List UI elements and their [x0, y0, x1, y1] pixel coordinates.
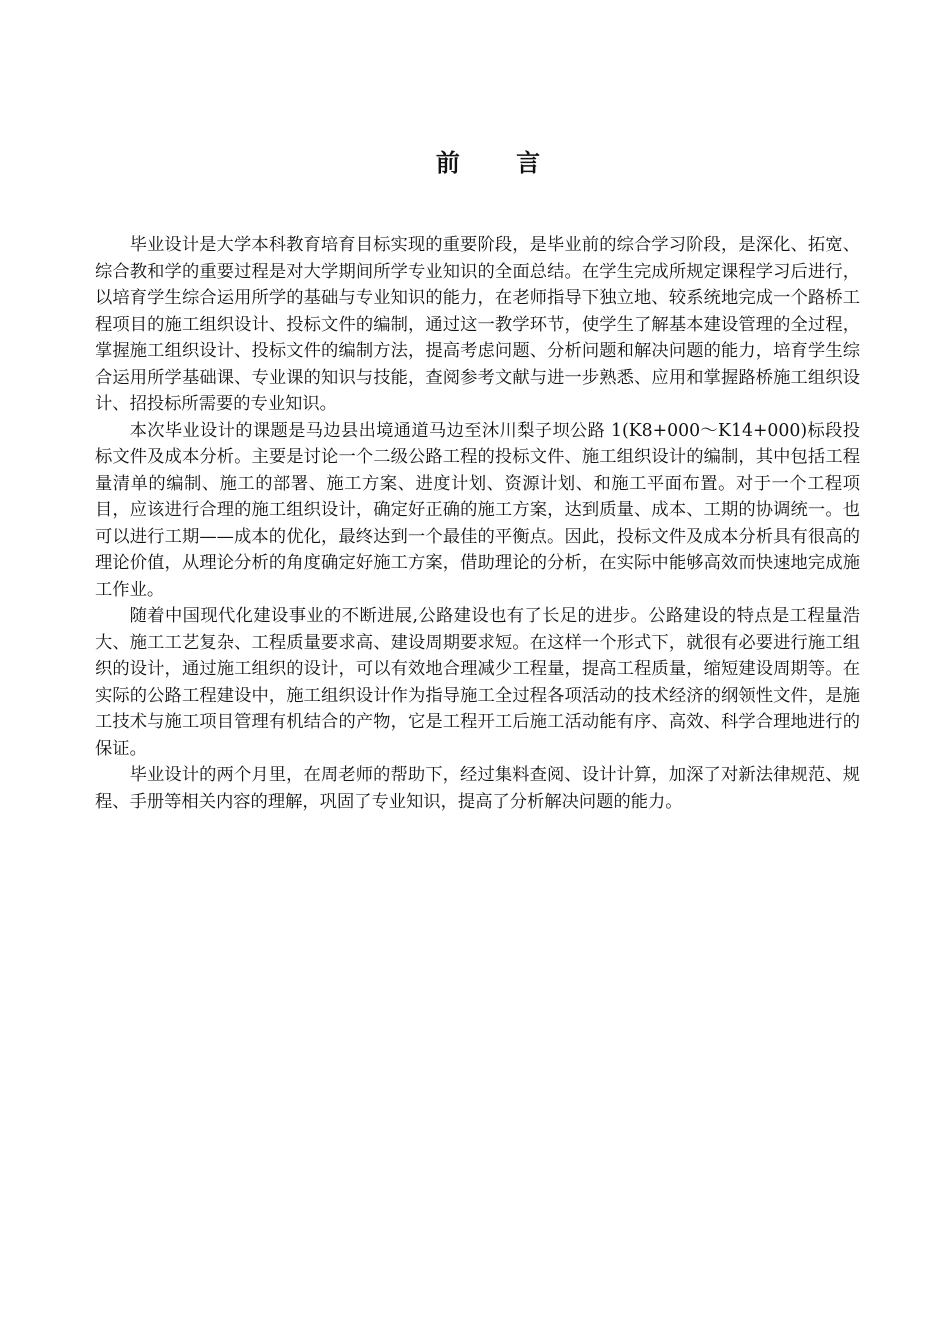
- paragraph-1: 毕业设计是大学本科教育培育目标实现的重要阶段，是毕业前的综合学习阶段，是深化、拓宽、综合教和学的重要过程是对大学期间所学专业知识的全面总结。在学生完成所规定课程学习后进行，以培育学生综合运用所学的基础与专业知识的能力，在老师指导下独立地、较系统地完成一个路桥工程项目的施工组织设计、投标文件的编制，通过这一教学环节，使学生了解基本建设管理的全过程，掌握施工组织设计、投标文件的编制方法，提高考虑问题、分析问题和解决问题的能力，培育学生综合运用所学基础课、专业课的知识与技能，查阅参考文献与进一步熟悉、应用和掌握路桥施工组织设计、招投标所需要的专业知识。: [95, 235, 860, 414]
- paragraph-3: 随着中国现代化建设事业的不断进展,公路建设也有了长足的进步。公路建设的特点是工程量浩大、施工工艺复杂、工程质量要求高、建设周期要求短。在这样一个形式下，就很有必要进行施工组织的设计，通过施工组织的设计，可以有效地合理减少工程量，提高工程质量，缩短建设周期等。在实际的公路工程建设中，施工组织设计作为指导施工全过程各项活动的技术经济的纲领性文件，是施工技术与施工项目管理有机结合的产物，它是工程开工后施工活动能有序、高效、科学合理地进行的保证。: [95, 606, 860, 759]
- page-title: 前 言: [435, 149, 565, 177]
- paragraph-4: 毕业设计的两个月里，在周老师的帮助下，经过集料查阅、设计计算，加深了对新法律规范、规程、手册等相关内容的理解，巩固了专业知识，提高了分析解决问题的能力。: [95, 765, 860, 812]
- paragraph-2: 本次毕业设计的课题是马边县出境通道马边至沐川梨子坝公路 1(K8+000～K14+000)标段投标文件及成本分析。主要是讨论一个二级公路工程的投标文件、施工组织设计的编制，其中包括工程量清单的编制、施工的部署、施工方案、进度计划、资源计划、和施工平面布置。对于一个工程项目，应该进行合理的施工组织设计，确定好正确的施工方案，达到质量、成本、工期的协调统一。也可以进行工期——成本的优化，最终达到一个最佳的平衡点。因此，投标文件及成本分析具有很高的理论价值，从理论分析的角度确定好施工方案，借助理论的分析，在实际中能够高效而快速地完成施工作业。: [95, 420, 860, 600]
- preface-body: [95, 232, 860, 815]
